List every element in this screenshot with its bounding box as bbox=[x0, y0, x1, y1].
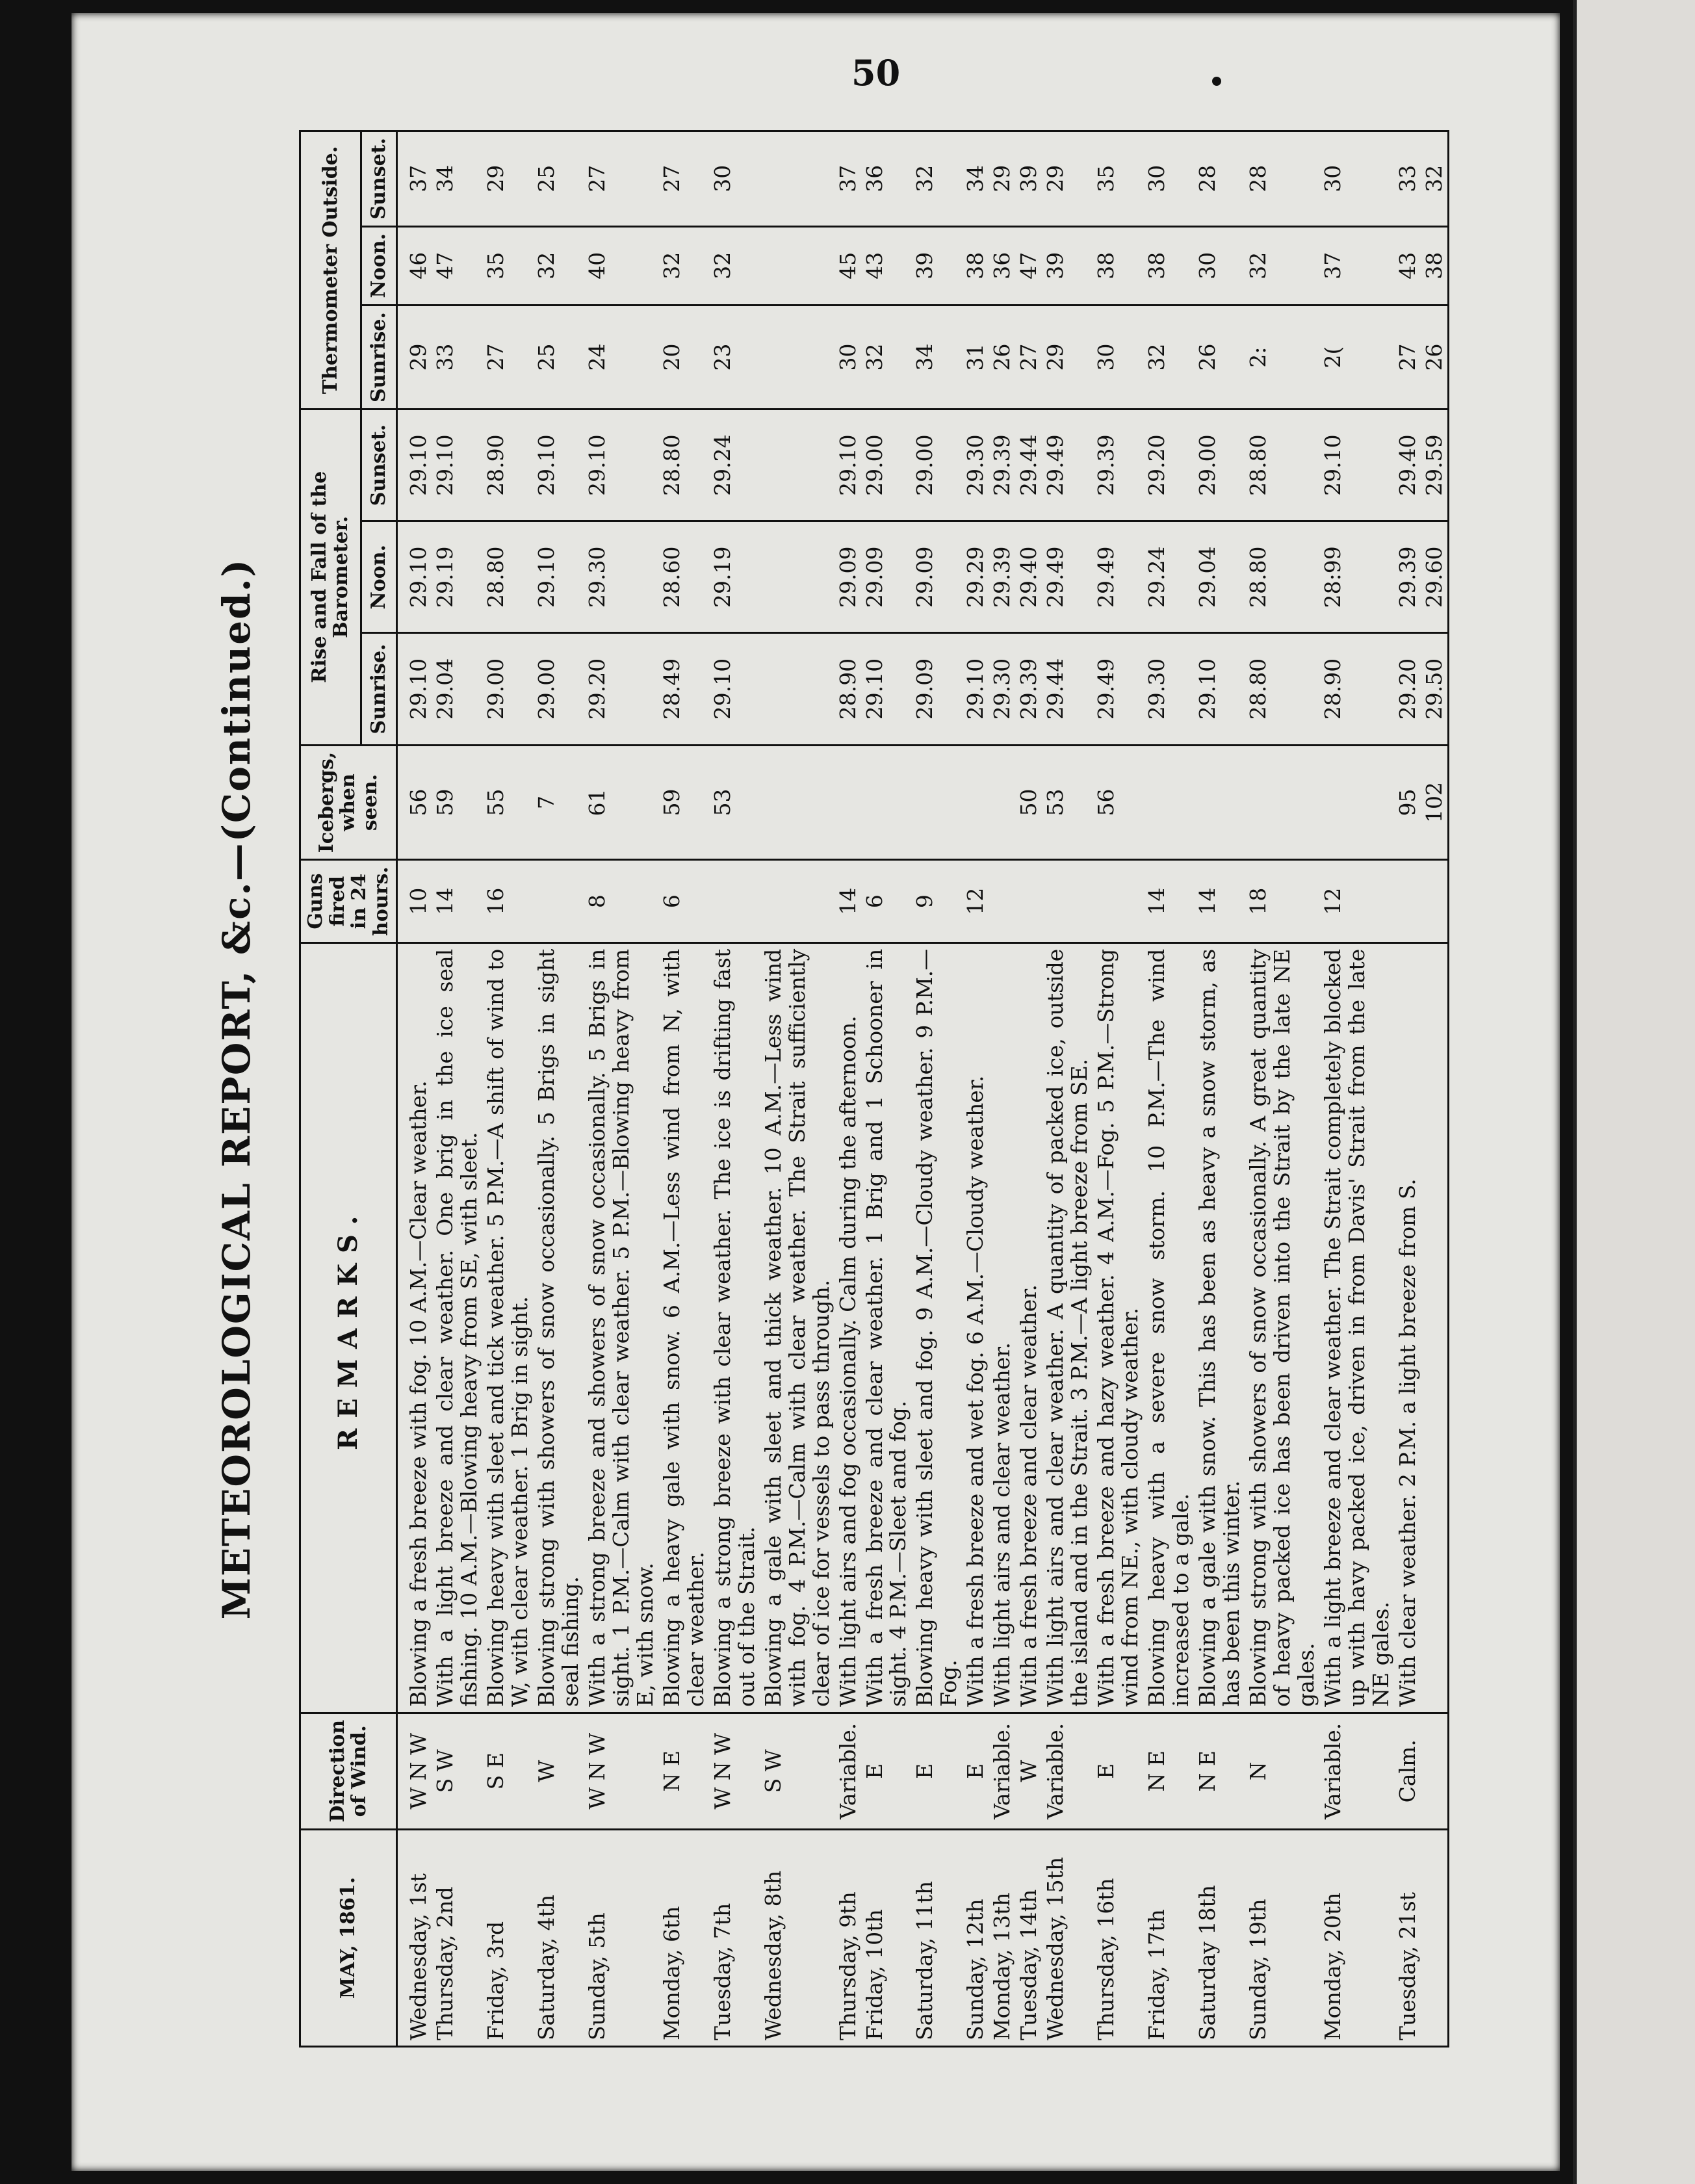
thermo-noon-cell: 37 bbox=[1320, 226, 1395, 306]
wind-cell: E bbox=[1093, 1713, 1144, 1829]
baro-sunset-cell: 29.44 bbox=[1016, 410, 1042, 521]
guns-cell bbox=[534, 860, 584, 942]
date-cell: Friday, 3rd bbox=[483, 1829, 534, 2046]
wind-cell: N bbox=[1245, 1713, 1320, 1829]
thermo-noon-cell: 38 bbox=[1421, 226, 1449, 306]
thermo-sunset-header: Sunset. bbox=[361, 131, 397, 227]
guns-cell: 8 bbox=[584, 860, 659, 942]
guns-cell: 14 bbox=[835, 860, 862, 942]
baro-sunset-cell: 28.90 bbox=[483, 410, 534, 521]
guns-cell: 12 bbox=[963, 860, 989, 942]
baro-noon-cell: 29.19 bbox=[432, 521, 483, 633]
table-row bbox=[963, 131, 989, 2047]
icebergs-cell: 56 bbox=[397, 745, 432, 860]
guns-cell bbox=[1093, 860, 1144, 942]
meteorological-table bbox=[299, 130, 1449, 2048]
table-row bbox=[1093, 131, 1144, 2047]
baro-sunset-cell: 29.10 bbox=[432, 410, 483, 521]
thermo-noon-header: Noon. bbox=[361, 226, 397, 306]
date-cell: Friday, 10th bbox=[862, 1829, 912, 2046]
baro-sunrise-cell: 29.10 bbox=[1195, 633, 1245, 745]
baro-sunset-header: Sunset. bbox=[361, 410, 397, 521]
thermo-noon-cell: 32 bbox=[659, 226, 710, 306]
thermo-sunrise-cell: 30 bbox=[1093, 306, 1144, 410]
baro-noon-cell: 29.49 bbox=[1042, 521, 1093, 633]
baro-sunset-cell: 28.80 bbox=[1245, 410, 1320, 521]
table-row bbox=[534, 131, 584, 2047]
baro-noon-cell: 29.40 bbox=[1016, 521, 1042, 633]
icebergs-cell: 95 bbox=[1395, 745, 1421, 860]
icebergs-cell bbox=[989, 745, 1016, 860]
remarks-cell: With light airs and clear weather. bbox=[989, 942, 1016, 1713]
baro-sunset-cell: 29.24 bbox=[710, 410, 760, 521]
thermo-sunrise-cell: 29 bbox=[1042, 306, 1093, 410]
date-cell: Thursday, 16th bbox=[1093, 1829, 1144, 2046]
thermo-sunset-cell: 28 bbox=[1195, 131, 1245, 227]
remarks-cell: Blowing a heavy gale with snow. 6 A.M.—Less wind from N, with clear weather. bbox=[659, 942, 710, 1713]
baro-sunrise-cell: 29.20 bbox=[1395, 633, 1421, 745]
thermo-noon-cell: 38 bbox=[1093, 226, 1144, 306]
baro-sunset-cell: 29.10 bbox=[835, 410, 862, 521]
table-row bbox=[1395, 131, 1421, 2047]
baro-sunrise-cell: 29.00 bbox=[534, 633, 584, 745]
wind-cell: W N W bbox=[397, 1713, 432, 1829]
thermo-sunrise-cell: 30 bbox=[835, 306, 862, 410]
wind-cell: Calm. bbox=[1395, 1713, 1421, 1829]
guns-cell: 6 bbox=[659, 860, 710, 942]
wind-cell: E bbox=[912, 1713, 963, 1829]
wind-cell: E bbox=[963, 1713, 989, 1829]
thermo-sunrise-cell: 32 bbox=[862, 306, 912, 410]
date-cell bbox=[1421, 1829, 1449, 2046]
baro-sunset-cell: 29.39 bbox=[989, 410, 1016, 521]
baro-sunrise-cell: 29.04 bbox=[432, 633, 483, 745]
thermo-sunset-cell: 37 bbox=[835, 131, 862, 227]
date-cell: Tuesday, 14th bbox=[1016, 1829, 1042, 2046]
thermo-sunrise-cell: 26 bbox=[989, 306, 1016, 410]
thermo-noon-cell: 46 bbox=[397, 226, 432, 306]
table-row bbox=[710, 131, 760, 2047]
table-row bbox=[1421, 131, 1449, 2047]
baro-sunset-cell: 29.59 bbox=[1421, 410, 1449, 521]
guns-cell bbox=[760, 860, 835, 942]
baro-sunrise-cell: 28.90 bbox=[1320, 633, 1395, 745]
thermo-sunrise-cell: 20 bbox=[659, 306, 710, 410]
icebergs-cell: 56 bbox=[1093, 745, 1144, 860]
baro-sunset-cell: 29.30 bbox=[963, 410, 989, 521]
baro-sunset-cell: 29.39 bbox=[1093, 410, 1144, 521]
thermo-sunrise-cell: 34 bbox=[912, 306, 963, 410]
baro-sunrise-cell: 29.20 bbox=[584, 633, 659, 745]
icebergs-cell bbox=[1195, 745, 1245, 860]
baro-sunrise-cell: 28.80 bbox=[1245, 633, 1320, 745]
table-row bbox=[912, 131, 963, 2047]
remarks-cell bbox=[1421, 942, 1449, 1713]
remarks-cell: Blowing strong with showers of snow occasionally. A great quantity of heavy packed ice has been driven into the Strait by the late NE gales. bbox=[1245, 942, 1320, 1713]
thermo-sunset-cell: 32 bbox=[912, 131, 963, 227]
remarks-cell: Blowing strong with showers of snow occasionally. 5 Brigs in sight seal fishing. bbox=[534, 942, 584, 1713]
month-header: MAY, 1861. bbox=[300, 1829, 397, 2046]
thermo-sunrise-cell: 32 bbox=[1144, 306, 1195, 410]
icebergs-cell bbox=[1320, 745, 1395, 860]
icebergs-cell bbox=[1245, 745, 1320, 860]
table-row bbox=[1016, 131, 1042, 2047]
date-cell: Friday, 17th bbox=[1144, 1829, 1195, 2046]
page-number: 50 bbox=[851, 52, 901, 94]
remarks-cell: With a light breeze and clear weather. One brig in the ice seal fishing. 10 A.M.—Blowing heavy from SE, with sleet. bbox=[432, 942, 483, 1713]
icebergs-cell bbox=[835, 745, 862, 860]
table-row bbox=[1320, 131, 1395, 2047]
baro-noon-cell: 29.39 bbox=[989, 521, 1016, 633]
baro-noon-cell: 29.60 bbox=[1421, 521, 1449, 633]
table-row bbox=[432, 131, 483, 2047]
baro-noon-cell: 29.19 bbox=[710, 521, 760, 633]
baro-sunrise-cell: 29.49 bbox=[1093, 633, 1144, 745]
wind-cell: Variable. bbox=[1320, 1713, 1395, 1829]
date-cell: Monday, 6th bbox=[659, 1829, 710, 2046]
thermo-sunrise-cell: 27 bbox=[1016, 306, 1042, 410]
baro-noon-cell: 28.80 bbox=[1245, 521, 1320, 633]
remarks-cell: Blowing heavy with sleet and tick weather. 5 P.M.—A shift of wind to W, with clear weather. 1 Brig in sight. bbox=[483, 942, 534, 1713]
table-row bbox=[483, 131, 534, 2047]
date-cell: Wednesday, 1st bbox=[397, 1829, 432, 2046]
icebergs-cell: 59 bbox=[659, 745, 710, 860]
guns-cell: 18 bbox=[1245, 860, 1320, 942]
thermo-sunrise-cell: 31 bbox=[963, 306, 989, 410]
table-row bbox=[1144, 131, 1195, 2047]
baro-sunset-cell: 29.40 bbox=[1395, 410, 1421, 521]
thermo-sunset-cell: 33 bbox=[1395, 131, 1421, 227]
thermo-sunset-cell: 28 bbox=[1245, 131, 1320, 227]
guns-cell: 10 bbox=[397, 860, 432, 942]
remarks-cell: With clear weather. 2 P.M. a light breeze from S. bbox=[1395, 942, 1421, 1713]
date-cell: Wednesday, 15th bbox=[1042, 1829, 1093, 2046]
wind-cell: S W bbox=[760, 1713, 835, 1829]
baro-sunrise-cell: 29.30 bbox=[1144, 633, 1195, 745]
baro-sunrise-cell: 29.39 bbox=[1016, 633, 1042, 745]
thermo-sunrise-cell: 23 bbox=[710, 306, 760, 410]
thermo-sunset-cell: 35 bbox=[1093, 131, 1144, 227]
date-cell: Tuesday, 21st bbox=[1395, 1829, 1421, 2046]
thermo-sunset-cell: 30 bbox=[1144, 131, 1195, 227]
icebergs-cell bbox=[912, 745, 963, 860]
thermo-sunset-cell: 39 bbox=[1016, 131, 1042, 227]
remarks-header: REMARKS. bbox=[300, 942, 397, 1713]
baro-sunset-cell: 29.10 bbox=[584, 410, 659, 521]
baro-noon-cell: 29.09 bbox=[835, 521, 862, 633]
thermo-sunset-cell: 25 bbox=[534, 131, 584, 227]
baro-noon-cell: 29.30 bbox=[584, 521, 659, 633]
wind-cell: W bbox=[1016, 1713, 1042, 1829]
wind-cell: Variable. bbox=[1042, 1713, 1093, 1829]
icebergs-cell bbox=[963, 745, 989, 860]
thermo-sunrise-cell bbox=[760, 306, 835, 410]
date-cell: Sunday, 5th bbox=[584, 1829, 659, 2046]
wind-cell: N E bbox=[659, 1713, 710, 1829]
table-row bbox=[659, 131, 710, 2047]
baro-sunset-cell bbox=[760, 410, 835, 521]
guns-cell: 6 bbox=[862, 860, 912, 942]
baro-noon-cell: 29.29 bbox=[963, 521, 989, 633]
baro-sunset-cell: 29.10 bbox=[397, 410, 432, 521]
icebergs-cell: 50 bbox=[1016, 745, 1042, 860]
guns-cell bbox=[1016, 860, 1042, 942]
icebergs-cell: 53 bbox=[1042, 745, 1093, 860]
thermo-sunrise-cell: 26 bbox=[1421, 306, 1449, 410]
baro-sunset-cell: 29.10 bbox=[1320, 410, 1395, 521]
thermo-sunset-cell: 29 bbox=[483, 131, 534, 227]
icebergs-cell: 7 bbox=[534, 745, 584, 860]
thermo-noon-cell: 43 bbox=[862, 226, 912, 306]
icebergs-cell: 102 bbox=[1421, 745, 1449, 860]
baro-noon-cell: 29.10 bbox=[534, 521, 584, 633]
icebergs-cell bbox=[862, 745, 912, 860]
guns-cell: 14 bbox=[432, 860, 483, 942]
rotated-report bbox=[214, 130, 1447, 2048]
thermo-noon-cell: 32 bbox=[710, 226, 760, 306]
baro-sunrise-header: Sunrise. bbox=[361, 633, 397, 745]
wind-cell: E bbox=[862, 1713, 912, 1829]
table-row bbox=[760, 131, 835, 2047]
date-cell: Wednesday, 8th bbox=[760, 1829, 835, 2046]
thermo-noon-cell: 32 bbox=[1245, 226, 1320, 306]
thermo-sunrise-cell: 29 bbox=[397, 306, 432, 410]
icebergs-cell: 53 bbox=[710, 745, 760, 860]
baro-sunrise-cell bbox=[760, 633, 835, 745]
table-row bbox=[862, 131, 912, 2047]
wind-cell: N E bbox=[1195, 1713, 1245, 1829]
thermo-noon-cell: 47 bbox=[432, 226, 483, 306]
table-row bbox=[989, 131, 1016, 2047]
baro-sunrise-cell: 29.09 bbox=[912, 633, 963, 745]
thermo-noon-cell: 38 bbox=[1144, 226, 1195, 306]
thermo-sunrise-cell: 33 bbox=[432, 306, 483, 410]
thermo-sunrise-cell: 25 bbox=[534, 306, 584, 410]
date-cell: Saturday, 4th bbox=[534, 1829, 584, 2046]
baro-noon-cell: 28.60 bbox=[659, 521, 710, 633]
table-row bbox=[1245, 131, 1320, 2047]
baro-sunrise-cell: 29.10 bbox=[397, 633, 432, 745]
thermo-noon-cell: 43 bbox=[1395, 226, 1421, 306]
baro-sunset-cell: 28.80 bbox=[659, 410, 710, 521]
guns-cell: 14 bbox=[1195, 860, 1245, 942]
remarks-cell: With a light breeze and clear weather. The Strait completely blocked up with havy packed ice, driven in from Davis' Strait from the late NE gales. bbox=[1320, 942, 1395, 1713]
baro-noon-cell: 28.80 bbox=[483, 521, 534, 633]
thermo-noon-cell bbox=[760, 226, 835, 306]
baro-noon-cell: 28:99 bbox=[1320, 521, 1395, 633]
date-cell: Thursday, 2nd bbox=[432, 1829, 483, 2046]
date-cell: Monday, 20th bbox=[1320, 1829, 1395, 2046]
report-title: METEOROLOGICAL REPORT, &c.—(Continued.) bbox=[214, 558, 259, 1620]
baro-sunset-cell: 29.00 bbox=[912, 410, 963, 521]
remarks-cell: Blowing a gale with snow. This has been as heavy a snow storm, as has been this winter. bbox=[1195, 942, 1245, 1713]
guns-cell bbox=[710, 860, 760, 942]
thermo-noon-cell: 39 bbox=[912, 226, 963, 306]
baro-sunrise-cell: 29.30 bbox=[989, 633, 1016, 745]
table-row bbox=[584, 131, 659, 2047]
table-row bbox=[835, 131, 862, 2047]
thermo-sunset-cell: 34 bbox=[432, 131, 483, 227]
baro-sunrise-cell: 29.10 bbox=[710, 633, 760, 745]
thermo-sunset-cell: 30 bbox=[1320, 131, 1395, 227]
guns-cell: 14 bbox=[1144, 860, 1195, 942]
thermo-sunrise-cell: 2( bbox=[1320, 306, 1395, 410]
icebergs-cell: 59 bbox=[432, 745, 483, 860]
icebergs-cell bbox=[1144, 745, 1195, 860]
baro-sunrise-cell: 29.44 bbox=[1042, 633, 1093, 745]
thermo-noon-cell: 39 bbox=[1042, 226, 1093, 306]
baro-sunset-cell: 29.00 bbox=[1195, 410, 1245, 521]
wind-cell: S E bbox=[483, 1713, 534, 1829]
wind-cell: Variable. bbox=[835, 1713, 862, 1829]
thermo-noon-cell: 36 bbox=[989, 226, 1016, 306]
remarks-cell: Blowing a gale with sleet and thick weather. 10 A.M.—Less wind with fog. 4 P.M.—Calm with clear weather. The Strait sufficiently clear of ice for vessels to pass through. bbox=[760, 942, 835, 1713]
thermo-sunset-cell: 34 bbox=[963, 131, 989, 227]
remarks-cell: With a fresh breeze and clear weather. bbox=[1016, 942, 1042, 1713]
table-row bbox=[1195, 131, 1245, 2047]
baro-noon-cell: 29.04 bbox=[1195, 521, 1245, 633]
baro-sunrise-cell: 29.50 bbox=[1421, 633, 1449, 745]
thermo-sunrise-cell: 27 bbox=[483, 306, 534, 410]
thermo-sunset-cell: 32 bbox=[1421, 131, 1449, 227]
baro-noon-cell: 29.09 bbox=[912, 521, 963, 633]
baro-noon-header: Noon. bbox=[361, 521, 397, 633]
guns-cell: 9 bbox=[912, 860, 963, 942]
table-row bbox=[1042, 131, 1093, 2047]
remarks-cell: With a fresh breeze and clear weather. 1 Brig and 1 Schooner in sight. 4 P.M.—Sleet and fog. bbox=[862, 942, 912, 1713]
guns-cell: 12 bbox=[1320, 860, 1395, 942]
baro-noon-cell: 29.49 bbox=[1093, 521, 1144, 633]
table-row bbox=[397, 131, 432, 2047]
wind-cell bbox=[1421, 1713, 1449, 1829]
thermo-sunrise-header: Sunrise. bbox=[361, 306, 397, 410]
thermo-noon-cell: 30 bbox=[1195, 226, 1245, 306]
thermo-sunset-cell: 27 bbox=[584, 131, 659, 227]
baro-sunset-cell: 29.49 bbox=[1042, 410, 1093, 521]
baro-noon-cell: 29.24 bbox=[1144, 521, 1195, 633]
date-cell: Sunday, 12th bbox=[963, 1829, 989, 2046]
wind-cell: S W bbox=[432, 1713, 483, 1829]
icebergs-cell bbox=[760, 745, 835, 860]
remarks-cell: With a fresh breeze and hazy weather. 4 A.M.—Fog. 5 P.M.—Strong wind from NE., with cloudy weather. bbox=[1093, 942, 1144, 1713]
guns-cell bbox=[1421, 860, 1449, 942]
remarks-cell: Blowing a strong breeze with clear weather. The ice is drifting fast out of the Strait. bbox=[710, 942, 760, 1713]
remarks-cell: With light airs and fog occasionally. Calm during the afternoon. bbox=[835, 942, 862, 1713]
wind-cell: W N W bbox=[710, 1713, 760, 1829]
thermo-sunset-cell: 29 bbox=[989, 131, 1016, 227]
wind-cell: W bbox=[534, 1713, 584, 1829]
date-cell: Tuesday, 7th bbox=[710, 1829, 760, 2046]
guns-header: Guns fired in 24 hours. bbox=[300, 860, 397, 942]
baro-sunrise-cell: 29.10 bbox=[963, 633, 989, 745]
wind-cell: Variable. bbox=[989, 1713, 1016, 1829]
baro-sunset-cell: 29.10 bbox=[534, 410, 584, 521]
thermo-noon-cell: 32 bbox=[534, 226, 584, 306]
icebergs-header: Icebergs, when seen. bbox=[300, 745, 397, 860]
remarks-cell: With a fresh breeze and wet fog. 6 A.M.—Cloudy weather. bbox=[963, 942, 989, 1713]
guns-cell bbox=[989, 860, 1016, 942]
facing-page-edge bbox=[1573, 0, 1695, 2184]
baro-noon-cell: 29.09 bbox=[862, 521, 912, 633]
thermo-sunset-cell: 36 bbox=[862, 131, 912, 227]
thermo-sunrise-cell: 26 bbox=[1195, 306, 1245, 410]
guns-cell bbox=[1395, 860, 1421, 942]
thermo-noon-cell: 45 bbox=[835, 226, 862, 306]
barometer-header: Rise and Fall of the Barometer. bbox=[300, 410, 361, 746]
wind-header: Direction of Wind. bbox=[300, 1713, 397, 1829]
remarks-cell: With a strong breeze and showers of snow occasionally. 5 Brigs in sight. 1 P.M.—Calm with clear weather. 5 P.M.—Blowing heavy from E, with snow. bbox=[584, 942, 659, 1713]
icebergs-cell: 55 bbox=[483, 745, 534, 860]
date-cell: Saturday 18th bbox=[1195, 1829, 1245, 2046]
baro-sunrise-cell: 28.90 bbox=[835, 633, 862, 745]
baro-noon-cell: 29.39 bbox=[1395, 521, 1421, 633]
baro-sunrise-cell: 29.00 bbox=[483, 633, 534, 745]
remarks-cell: Blowing heavy with a severe snow storm. 10 P.M.—The wind increased to a gale. bbox=[1144, 942, 1195, 1713]
thermometer-header: Thermometer Outside. bbox=[300, 131, 361, 410]
remarks-cell: Blowing a fresh breeze with fog. 10 A.M.—Clear weather. bbox=[397, 942, 432, 1713]
thermo-noon-cell: 47 bbox=[1016, 226, 1042, 306]
thermo-sunrise-cell: 24 bbox=[584, 306, 659, 410]
wind-cell: W N W bbox=[584, 1713, 659, 1829]
baro-noon-cell: 29.10 bbox=[397, 521, 432, 633]
icebergs-cell: 61 bbox=[584, 745, 659, 860]
baro-sunset-cell: 29.20 bbox=[1144, 410, 1195, 521]
thermo-sunset-cell: 29 bbox=[1042, 131, 1093, 227]
date-cell: Sunday, 19th bbox=[1245, 1829, 1320, 2046]
thermo-sunset-cell: 30 bbox=[710, 131, 760, 227]
thermo-noon-cell: 40 bbox=[584, 226, 659, 306]
date-cell: Monday, 13th bbox=[989, 1829, 1016, 2046]
baro-sunrise-cell: 29.10 bbox=[862, 633, 912, 745]
thermo-sunset-cell: 37 bbox=[397, 131, 432, 227]
guns-cell: 16 bbox=[483, 860, 534, 942]
thermo-sunset-cell bbox=[760, 131, 835, 227]
remarks-cell: Blowing heavy with sleet and fog. 9 A.M.—Cloudy weather. 9 P.M.—Fog. bbox=[912, 942, 963, 1713]
thermo-sunrise-cell: 27 bbox=[1395, 306, 1421, 410]
date-cell: Thursday, 9th bbox=[835, 1829, 862, 2046]
thermo-sunrise-cell: 2: bbox=[1245, 306, 1320, 410]
baro-sunrise-cell: 28.49 bbox=[659, 633, 710, 745]
baro-sunset-cell: 29.00 bbox=[862, 410, 912, 521]
thermo-noon-cell: 38 bbox=[963, 226, 989, 306]
thermo-noon-cell: 35 bbox=[483, 226, 534, 306]
baro-noon-cell bbox=[760, 521, 835, 633]
guns-cell bbox=[1042, 860, 1093, 942]
wind-cell: N E bbox=[1144, 1713, 1195, 1829]
thermo-sunset-cell: 27 bbox=[659, 131, 710, 227]
date-cell: Saturday, 11th bbox=[912, 1829, 963, 2046]
ink-spot bbox=[1212, 77, 1221, 86]
remarks-cell: With light airs and clear weather. A quantity of packed ice, outside the island and in the Strait. 3 P.M.—A light breeze from SE. bbox=[1042, 942, 1093, 1713]
